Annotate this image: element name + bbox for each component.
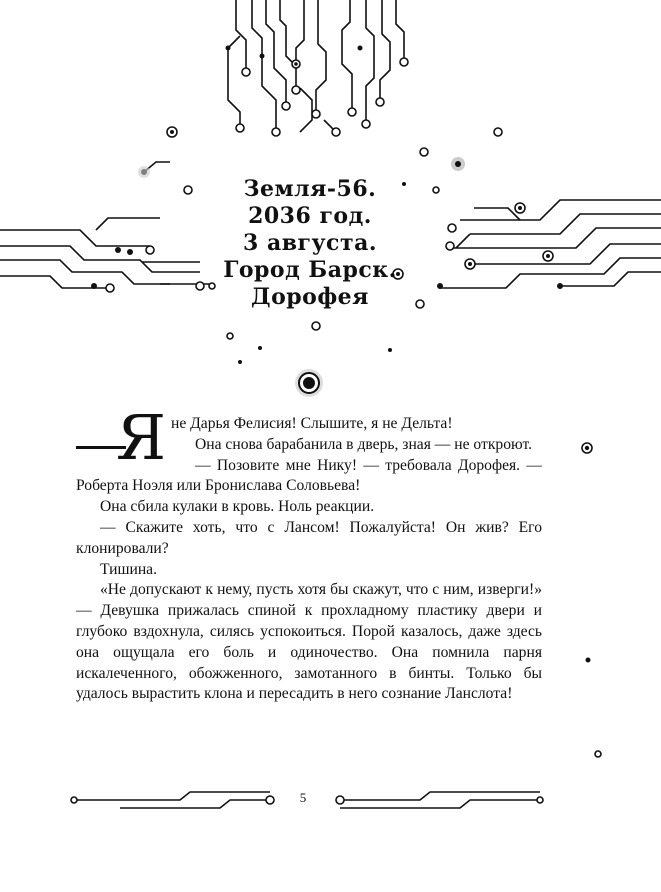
drop-cap-block bbox=[76, 401, 167, 474]
chapter-title-line: 2036 год. bbox=[248, 203, 372, 229]
paragraph: «Не допускают к нему, пусть хотя бы скажут, что с ним, изверги!» — Девушка прижалась спиной к прохладному пластику двери и глубоко вздохнула, силясь успокоиться. Порой казалось, даже здесь она ощущала его боль и одиночество. Она помнила парня искалеченного, обожженного, замотанного в бинты. Только бы удалось вырастить клона и пересадить в него сознание Ланслота! bbox=[76, 581, 542, 703]
chapter-title-line: Город Барск. bbox=[223, 257, 397, 283]
paragraph: — Позовите мне Нику! — требовала Дорофея. — Роберта Ноэля или Брониславa Соловьева! bbox=[76, 456, 542, 495]
paragraph: — Скажите хоть, что с Лансом! Пожалуйста! Он жив? Его клонировали? bbox=[76, 518, 542, 557]
paragraph: Она сбила кулаки в кровь. Ноль реакции. bbox=[100, 498, 375, 516]
chapter-title bbox=[190, 176, 430, 311]
paragraph: Она снова барабанила в дверь, зная — не откроют. bbox=[195, 435, 532, 453]
page-number: 5 bbox=[299, 790, 307, 805]
body-text bbox=[76, 401, 542, 705]
chapter-title-line: Дорофея bbox=[251, 284, 369, 310]
chapter-title-line: Земля-56. bbox=[243, 176, 377, 202]
paragraph: Тишина. bbox=[100, 560, 157, 578]
opening-line: не Дарья Фелисия! Слышите, я не Дельта! bbox=[171, 415, 453, 432]
chapter-title-line: 3 августа. bbox=[242, 230, 377, 256]
drop-cap: Я bbox=[116, 401, 167, 474]
